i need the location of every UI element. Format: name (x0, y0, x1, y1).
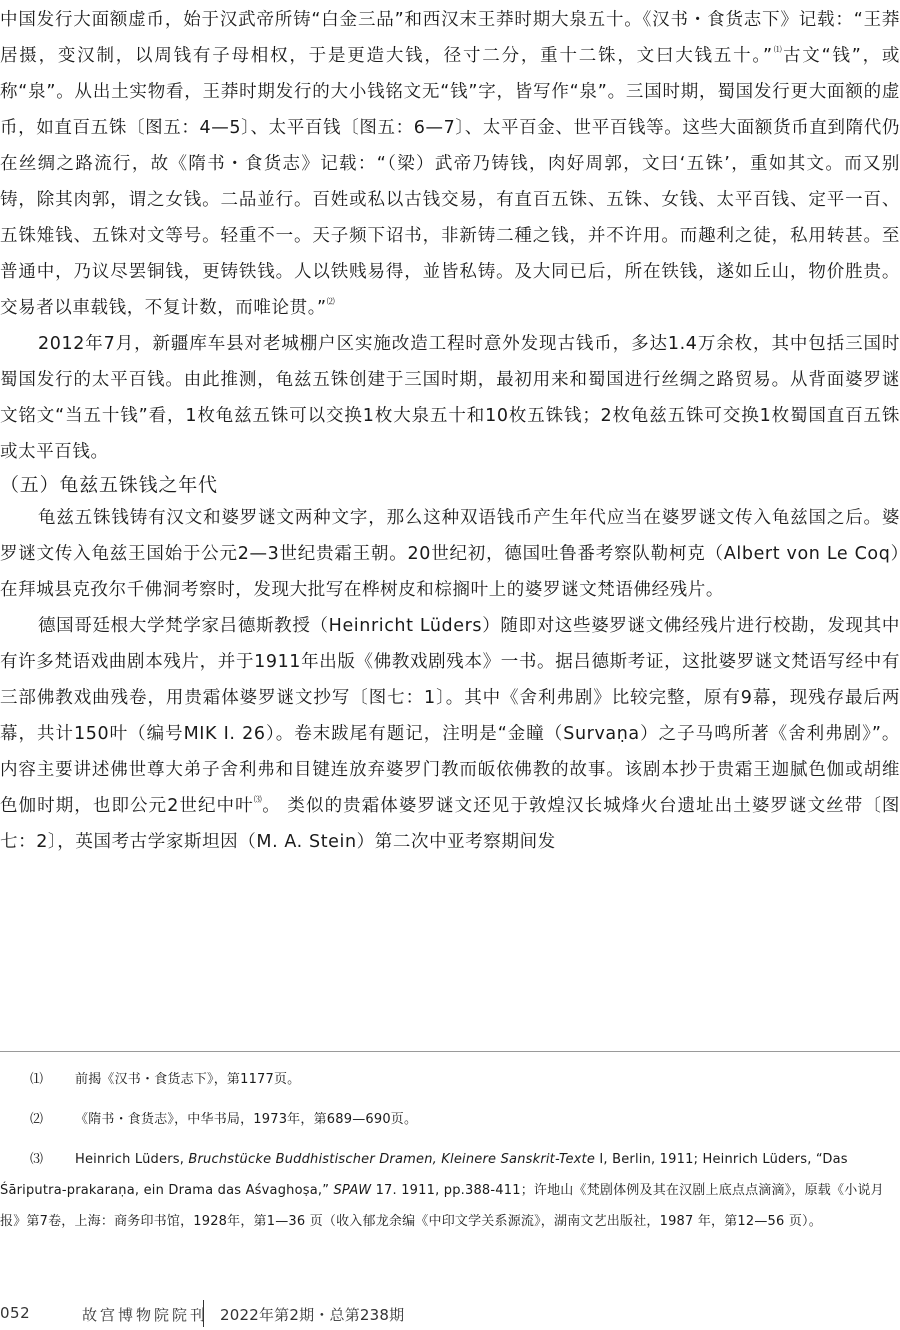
paragraph-text: 中国发行大面额虚币，始于汉武帝所铸“白金三品”和西汉末王莽时期大泉五十。《汉书・食货志下》记载：“王莽居摄，变汉制，以周钱有子母相权，于是更造大钱，径寸二分，重十二铢，文曰大钱五十。” (0, 10, 900, 66)
paragraph: 2012年7月，新疆库车县对老城棚户区实施改造工程时意外发现古钱币，多达1.4万余枚，其中包括三国时蜀国发行的太平百钱。由此推测，龟兹五铢创建于三国时期，最初用来和蜀国进行丝绸之路贸易。从背面婆罗谜文铭文“当五十钱”看，1枚龟兹五铢可以交换1枚大泉五十和10枚五铢钱；2枚龟兹五铢可交换1枚蜀国直百五铢或太平百钱。 (0, 334, 900, 462)
book-title: Bruchstücke Buddhistischer Dramen, Kleinere Sanskrit-Texte (188, 1152, 596, 1167)
footnote (0, 1064, 900, 1095)
page-number: 052 (0, 1304, 31, 1322)
footnote (0, 1104, 900, 1135)
journal-title: SPAW (333, 1183, 372, 1198)
paragraph-text: 德国哥廷根大学梵学家吕德斯教授（Heinricht Lüders）随即对这些婆罗谜文佛经残片进行校勘，发现其中有许多梵语戏曲剧本残片，并于1911年出版《佛教戏剧残本》一书。据吕德斯考证，这批婆罗谜文梵语写经中有三部佛教戏曲残卷，用贵霜体婆罗谜文抄写〔图七：1〕。其中《舍利弗剧》比较完整，原有9幕，现残存最后两幕，共计150叶（编号MIK I. 26）。卷末跋尾有题记，注明是“金瞳（Survaṇa）之子马鸣所著《舍利弗剧》”。内容主要讲述佛世尊大弟子舍利弗和目键连放弃婆罗门教而皈依佛教的故事。该剧本抄于贵霜王迦腻色伽或胡维色伽时期，也即公元2世纪中叶 (0, 616, 900, 816)
footnote-ref[interactable]: ⑴ (772, 45, 783, 54)
footnote-mark: ⑶ (30, 1152, 44, 1167)
footnote-text: 前揭《汉书・食货志下》，第1177页。 (75, 1072, 301, 1087)
journal-name: 故宫博物院院刊 (82, 1306, 209, 1324)
paragraph (0, 2, 900, 326)
footnote (0, 1144, 900, 1237)
paragraph (0, 608, 900, 860)
paragraph: 龟兹五铢钱铸有汉文和婆罗谜文两种文字，那么这种双语钱币产生年代应当在婆罗谜文传入龟兹国之后。婆罗谜文传入龟兹王国始于公元2—3世纪贵霜王朝。20世纪初，德国吐鲁番考察队勒柯克（Albert von Le Coq）在拜城县克孜尔千佛洞考察时，发现大批写在桦树皮和棕搁叶上的婆罗谜文梵语佛经残片。 (0, 508, 900, 600)
footnote-ref[interactable]: ⑶ (253, 795, 263, 804)
footnote-text-part: I, Berlin, 1911; Heinrich Lüders, “Das Śāriputra-prakaraṇa, ein Drama das Aśvaghoṣa,” (0, 1152, 848, 1198)
paragraph-text: 。 类似的贵霜体婆罗谜文还见于敦煌汉长城烽火台遗址出土婆罗谜文丝带〔图七：2〕，英国考古学家斯坦因（M. A. Stein）第二次中亚考察期间发 (0, 796, 900, 852)
footer-separator (203, 1300, 204, 1327)
footnote-divider (0, 1051, 900, 1052)
page-footer (0, 1300, 900, 1330)
article-body (0, 2, 900, 860)
footnote-text (0, 1152, 884, 1229)
footnote-text-part: 17. 1911, pp.388-411；许地山《梵剧体例及其在汉剧上底点点滴滴》，原载《小说月报》第7卷，上海：商务印书馆，1928年，第1—36 页（收入郁龙余编《中印文学关系源流》，湖南文艺出版社，1987 年，第12—56 页）。 (0, 1183, 884, 1229)
footnote-mark: ⑴ (30, 1072, 44, 1087)
footnote-text: 《隋书・食货志》，中华书局，1973年，第689—690页。 (75, 1112, 418, 1127)
paragraph-text: 古文“钱”，或称“泉”。从出土实物看，王莽时期发行的大小钱铭文无“钱”字，皆写作“泉”。三国时期，蜀国发行更大面额的虚币，如直百五铢〔图五：4—5〕、太平百钱〔图五：6—7〕、太平百金、世平百钱等。这些大面额货币直到隋代仍在丝绸之路流行，故《隋书・食货志》记载：“（梁）武帝乃铸钱，肉好周郭，文曰‘五铢’，重如其文。而又别铸，除其肉郭，谓之女钱。二品並行。百姓或私以古钱交易，有直百五铢、五铢、女钱、太平百钱、定平一百、五铢雉钱、五铢对文等号。轻重不一。天子频下诏书，非新铸二種之钱，并不许用。而趣利之徒，私用转甚。至普通中，乃议尽罢铜钱，更铸铁钱。人以铁贱易得，並皆私铸。及大同已后，所在铁钱，遂如丘山，物价胜贵。交易者以車载钱，不复计数，而唯论贯。” (0, 46, 900, 318)
issue-info: 2022年第2期・总第238期 (220, 1306, 405, 1324)
footnotes (0, 1064, 900, 1246)
footnote-text-part: Heinrich Lüders, (75, 1152, 189, 1167)
footnote-mark: ⑵ (30, 1112, 44, 1127)
section-heading: （五）龟兹五铢钱之年代 (0, 474, 218, 496)
footnote-ref[interactable]: ⑵ (326, 297, 335, 306)
